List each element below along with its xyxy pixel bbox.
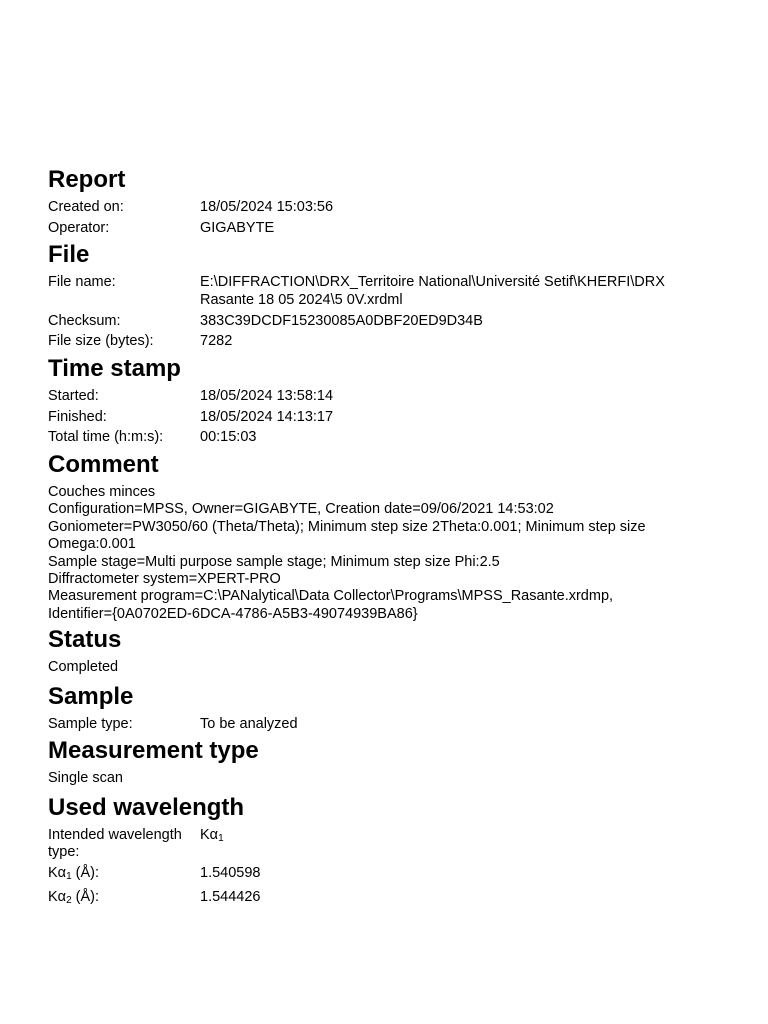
finished-value: 18/05/2024 14:13:17 — [200, 408, 334, 425]
used-wavelength-section — [48, 827, 738, 909]
comment-line: Sample stage=Multi purpose sample stage; Minimum step size Phi:2.5 — [48, 553, 500, 570]
ka1-row — [48, 865, 738, 886]
ka1-label-subscript: 1 — [66, 871, 72, 883]
started-label: Started: — [48, 387, 99, 404]
intended-wavelength-row — [48, 827, 738, 862]
measurement-type-value: Single scan — [48, 770, 123, 787]
comment-line: Configuration=MPSS, Owner=GIGABYTE, Creation date=09/06/2021 14:53:02 — [48, 501, 554, 518]
ka1-value: 1.540598 — [200, 865, 261, 882]
file-section — [48, 274, 738, 350]
operator-row — [48, 220, 738, 238]
file-size-row — [48, 333, 738, 351]
intended-wavelength-label: Intended wavelength type: — [48, 826, 182, 861]
status-value: Completed — [48, 659, 119, 676]
ka2-label — [48, 889, 200, 910]
measurement-type-heading: Measurement type — [48, 737, 259, 765]
sample-heading: Sample — [48, 682, 134, 710]
file-name-value: E:\DIFFRACTION\DRX_Territoire National\Université Setif\KHERFI\DRX Rasante 18 05 2024\5 0V.xrdml — [200, 274, 665, 308]
comment-heading: Comment — [48, 451, 159, 478]
finished-label: Finished: — [48, 408, 107, 425]
report-heading: Report — [48, 166, 126, 193]
used-wavelength-heading: Used wavelength — [48, 793, 245, 821]
ka2-label-symbol: Kα — [48, 888, 67, 905]
report-section — [48, 199, 738, 237]
total-time-value: 00:15:03 — [200, 429, 257, 446]
created-on-value: 18/05/2024 15:03:56 — [200, 199, 334, 215]
created-on-label: Created on: — [48, 199, 124, 215]
report-document — [48, 165, 738, 913]
comment-line: Omega:0.001 — [48, 536, 136, 553]
file-name-label: File name: — [48, 274, 116, 291]
status-heading: Status — [48, 626, 122, 654]
ka1-label-unit: (Å): — [71, 865, 100, 882]
finished-row — [48, 409, 738, 427]
comment-line: Couches minces — [48, 484, 156, 500]
ka2-label-subscript: 2 — [66, 894, 72, 906]
file-name-row — [48, 274, 738, 309]
time-stamp-section — [48, 388, 738, 447]
operator-value: GIGABYTE — [200, 219, 275, 236]
sample-section — [48, 716, 738, 734]
ka2-value: 1.544426 — [200, 888, 261, 905]
comment-line: Identifier={0A0702ED-6DCA-4786-A5B3-49074939BA86} — [48, 605, 418, 622]
comment-line: Diffractometer system=XPERT-PRO — [48, 571, 281, 588]
sample-type-row — [48, 716, 738, 734]
file-heading: File — [48, 241, 90, 269]
intended-wavelength-subscript: 1 — [218, 832, 224, 844]
comment-line: Goniometer=PW3050/60 (Theta/Theta); Minimum step size 2Theta:0.001; Minimum step size — [48, 518, 646, 535]
file-size-value: 7282 — [200, 333, 233, 350]
comment-text — [48, 484, 738, 623]
time-stamp-heading: Time stamp — [48, 354, 181, 382]
ka2-row — [48, 889, 738, 910]
comment-line: Measurement program=C:\PANalytical\Data Collector\Programs\MPSS_Rasante.xrdmp, — [48, 588, 614, 605]
file-size-label: File size (bytes): — [48, 333, 154, 350]
checksum-label: Checksum: — [48, 312, 121, 329]
started-value: 18/05/2024 13:58:14 — [200, 387, 334, 404]
operator-label: Operator: — [48, 219, 110, 236]
checksum-value: 383C39DCDF15230085A0DBF20ED9D34B — [200, 312, 483, 329]
total-time-label: Total time (h:m:s): — [48, 429, 164, 446]
ka1-label — [48, 865, 200, 886]
ka1-label-symbol: Kα — [48, 865, 67, 882]
ka2-label-unit: (Å): — [71, 888, 100, 905]
intended-wavelength-symbol: Kα — [200, 826, 219, 843]
sample-type-label: Sample type: — [48, 715, 133, 732]
checksum-row — [48, 313, 738, 331]
intended-wavelength-value — [200, 827, 738, 862]
started-row — [48, 388, 738, 406]
total-time-row — [48, 429, 738, 447]
created-on-row — [48, 199, 738, 217]
sample-type-value: To be analyzed — [200, 715, 298, 732]
